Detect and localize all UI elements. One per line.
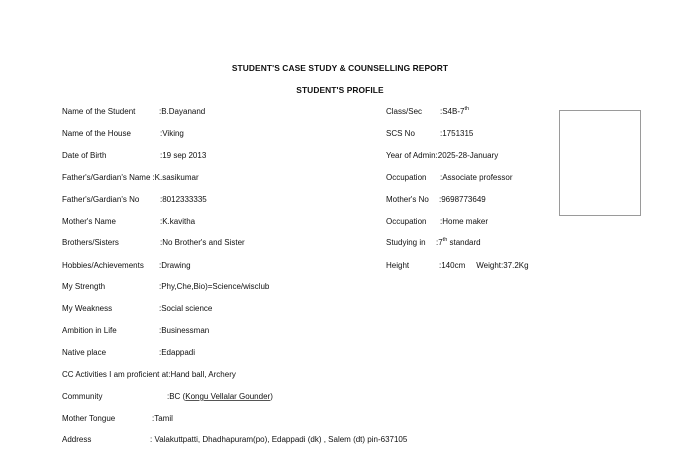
mother-name-value: :K.kavitha bbox=[160, 217, 196, 226]
row-father-name bbox=[62, 173, 199, 183]
row-mother-name bbox=[62, 217, 195, 227]
native-value: :Edappadi bbox=[159, 348, 196, 357]
row-year-admin bbox=[386, 151, 498, 161]
mother-no-value: :9698773649 bbox=[439, 195, 486, 204]
cc-activities-label: CC Activities I am proficient at: bbox=[62, 370, 171, 379]
mother-occupation-label: Occupation bbox=[386, 217, 427, 226]
row-house bbox=[62, 129, 184, 139]
dob-value: :19 sep 2013 bbox=[160, 151, 207, 160]
siblings-label: Brothers/Sisters bbox=[62, 238, 119, 247]
father-name-label: Father's/Gardian's Name bbox=[62, 173, 151, 182]
class-sec-sup: th bbox=[464, 106, 470, 112]
row-weakness bbox=[62, 304, 212, 314]
studying-in-suffix: standard bbox=[447, 238, 481, 247]
community-value-caste: Kongu Vellalar Gounder bbox=[185, 392, 271, 401]
mother-occupation-value: :Home maker bbox=[440, 217, 489, 226]
row-ambition bbox=[62, 326, 209, 336]
father-no-label: Father's/Gardian's No bbox=[62, 195, 140, 204]
house-label: Name of the House bbox=[62, 129, 131, 138]
row-class-sec bbox=[386, 107, 469, 117]
father-name-value: :K.sasikumar bbox=[152, 173, 199, 182]
studying-in-sup: th bbox=[442, 237, 448, 243]
address-value: : Valakuttpatti, Dhadhapuram(po), Edappadi (dk) , Salem (dt) pin-637105 bbox=[150, 435, 408, 444]
scs-no-value: :1751315 bbox=[440, 129, 474, 138]
row-scs-no bbox=[386, 129, 473, 139]
row-hobbies bbox=[62, 261, 191, 271]
house-value: :Viking bbox=[160, 129, 184, 138]
mother-name-label: Mother's Name bbox=[62, 217, 116, 226]
ambition-label: Ambition in Life bbox=[62, 326, 117, 335]
row-community bbox=[62, 392, 273, 402]
siblings-value: :No Brother's and Sister bbox=[160, 238, 245, 247]
student-name-label: Name of the Student bbox=[62, 107, 136, 116]
ambition-value: :Businessman bbox=[159, 326, 210, 335]
row-native bbox=[62, 348, 195, 358]
report-title: STUDENT'S CASE STUDY & COUNSELLING REPORT bbox=[231, 63, 449, 73]
weight-value: 37.2Kg bbox=[503, 261, 529, 270]
scs-no-label: SCS No bbox=[386, 129, 415, 138]
weight-label: Weight: bbox=[476, 261, 504, 270]
row-studying-in bbox=[386, 238, 481, 248]
father-no-value: :8012333335 bbox=[160, 195, 207, 204]
strength-value: :Phy,Che,Bio)=Science/wisclub bbox=[159, 282, 270, 291]
row-father-no bbox=[62, 195, 207, 205]
weakness-value: :Social science bbox=[159, 304, 213, 313]
community-value-suffix: ) bbox=[270, 392, 273, 401]
community-label: Community bbox=[62, 392, 103, 401]
mother-no-label: Mother's No bbox=[386, 195, 429, 204]
photo-placeholder bbox=[559, 110, 641, 216]
strength-label: My Strength bbox=[62, 282, 106, 291]
row-dob bbox=[62, 151, 206, 161]
height-value: :140cm bbox=[439, 261, 466, 270]
row-mother-no bbox=[386, 195, 486, 205]
section-title: STUDENT'S PROFILE bbox=[296, 85, 384, 95]
row-mother-occupation bbox=[386, 217, 488, 227]
native-label: Native place bbox=[62, 348, 107, 357]
dob-label: Date of Birth bbox=[62, 151, 107, 160]
mother-tongue-label: Mother Tongue bbox=[62, 414, 116, 423]
row-mother-tongue bbox=[62, 414, 173, 424]
row-cc-activities bbox=[62, 370, 236, 380]
father-occupation-label: Occupation bbox=[386, 173, 427, 182]
row-strength bbox=[62, 282, 269, 292]
hobbies-value: :Drawing bbox=[159, 261, 191, 270]
year-admin-value: :2025-28-January bbox=[435, 151, 499, 160]
row-student-name bbox=[62, 107, 205, 117]
hobbies-label: Hobbies/Achievements bbox=[62, 261, 144, 270]
address-label: Address bbox=[62, 435, 92, 444]
row-father-occupation bbox=[386, 173, 512, 183]
row-siblings bbox=[62, 238, 245, 248]
community-value-prefix: :BC ( bbox=[167, 392, 186, 401]
row-height-weight bbox=[386, 261, 529, 271]
cc-activities-value: Hand ball, Archery bbox=[170, 370, 236, 379]
weakness-label: My Weakness bbox=[62, 304, 113, 313]
class-sec-value: :S4B-7 bbox=[440, 107, 465, 116]
height-label: Height bbox=[386, 261, 410, 270]
mother-tongue-value: :Tamil bbox=[152, 414, 173, 423]
studying-in-label: Studying in bbox=[386, 238, 426, 247]
row-address bbox=[62, 435, 407, 445]
father-occupation-value: :Associate professor bbox=[440, 173, 513, 182]
student-name-value: :B.Dayanand bbox=[159, 107, 206, 116]
studying-in-value: :7 bbox=[436, 238, 443, 247]
year-admin-label: Year of Admin bbox=[386, 151, 436, 160]
class-sec-label: Class/Sec bbox=[386, 107, 423, 116]
